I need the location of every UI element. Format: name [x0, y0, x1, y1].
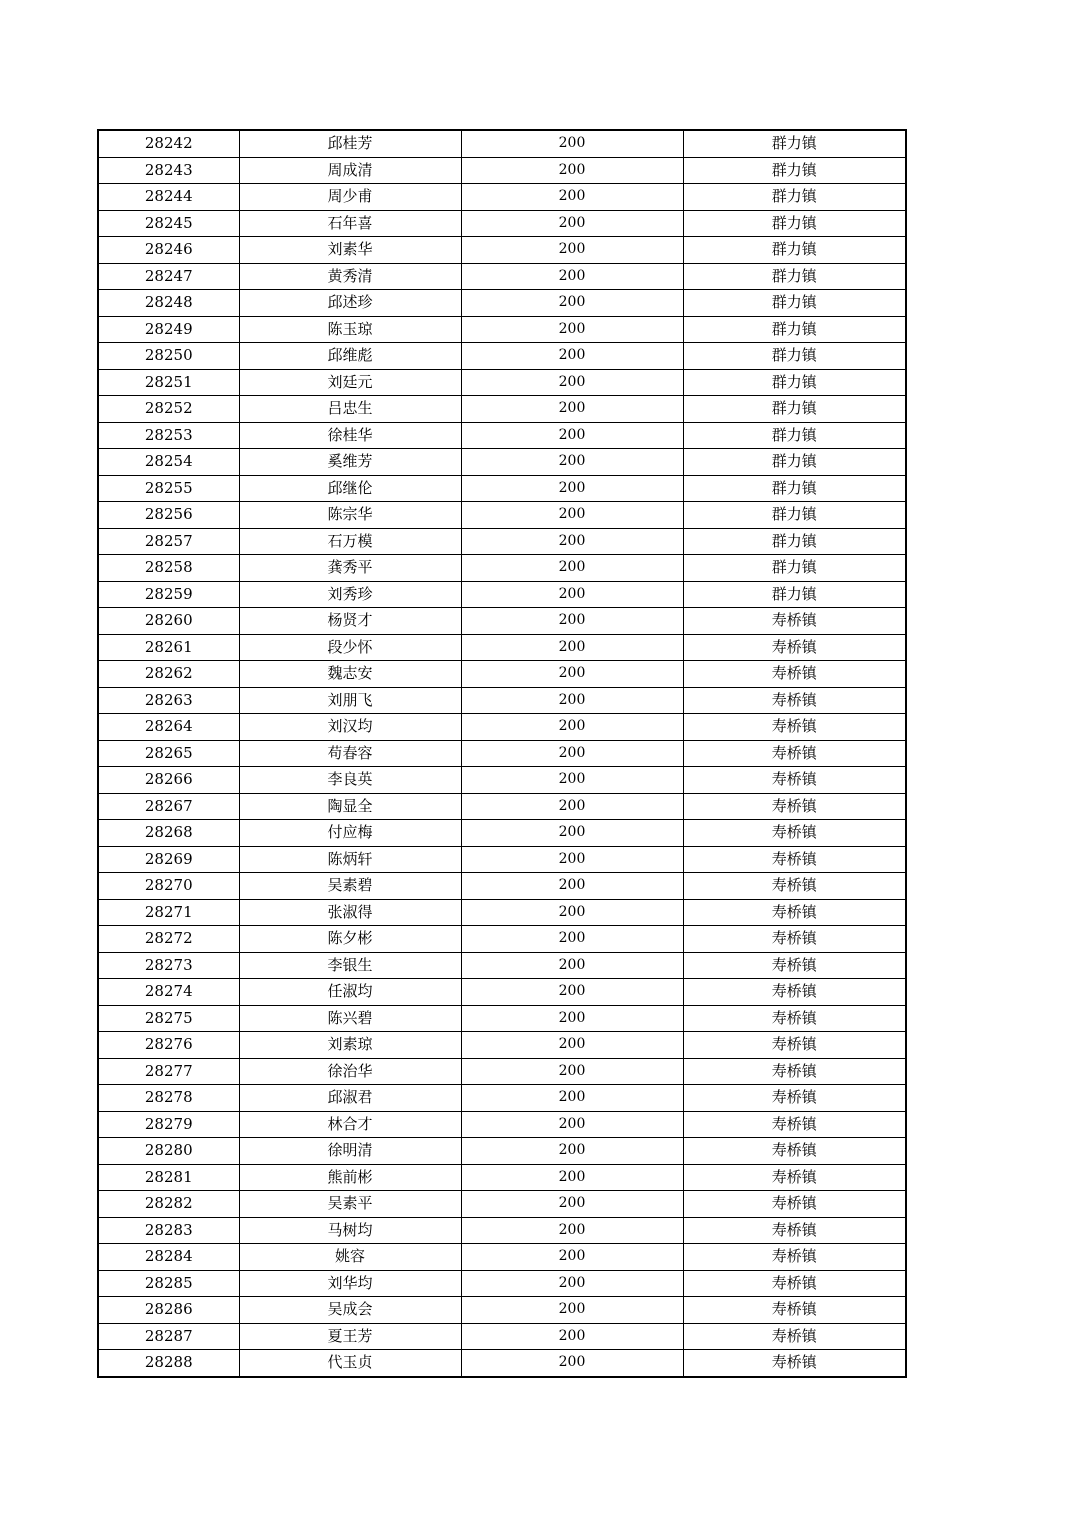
name-cell: 陈兴碧 [239, 1005, 461, 1032]
name-cell: 姚容 [239, 1244, 461, 1271]
table-row [98, 263, 906, 290]
town-cell: 寿桥镇 [683, 899, 906, 926]
name-cell: 张淑得 [239, 899, 461, 926]
amount-cell: 200 [461, 581, 683, 608]
town-cell: 寿桥镇 [683, 714, 906, 741]
amount-cell: 200 [461, 1270, 683, 1297]
id-cell: 28265 [98, 740, 239, 767]
table-row [98, 687, 906, 714]
id-cell: 28246 [98, 237, 239, 264]
town-cell: 寿桥镇 [683, 608, 906, 635]
town-cell: 寿桥镇 [683, 979, 906, 1006]
table-row [98, 1217, 906, 1244]
table-row [98, 502, 906, 529]
id-cell: 28263 [98, 687, 239, 714]
town-cell: 寿桥镇 [683, 1085, 906, 1112]
name-cell: 石万模 [239, 528, 461, 555]
id-cell: 28283 [98, 1217, 239, 1244]
town-cell: 寿桥镇 [683, 1005, 906, 1032]
id-cell: 28243 [98, 157, 239, 184]
id-cell: 28260 [98, 608, 239, 635]
name-cell: 苟春容 [239, 740, 461, 767]
id-cell: 28247 [98, 263, 239, 290]
name-cell: 吴成会 [239, 1297, 461, 1324]
amount-cell: 200 [461, 1217, 683, 1244]
table-row [98, 767, 906, 794]
town-cell: 寿桥镇 [683, 1244, 906, 1271]
id-cell: 28253 [98, 422, 239, 449]
table-row [98, 846, 906, 873]
amount-cell: 200 [461, 793, 683, 820]
name-cell: 刘素琼 [239, 1032, 461, 1059]
amount-cell: 200 [461, 184, 683, 211]
table-row [98, 661, 906, 688]
id-cell: 28250 [98, 343, 239, 370]
id-cell: 28285 [98, 1270, 239, 1297]
table-row [98, 1032, 906, 1059]
amount-cell: 200 [461, 1138, 683, 1165]
id-cell: 28258 [98, 555, 239, 582]
id-cell: 28257 [98, 528, 239, 555]
amount-cell: 200 [461, 1032, 683, 1059]
amount-cell: 200 [461, 130, 683, 157]
name-cell: 刘秀珍 [239, 581, 461, 608]
id-cell: 28266 [98, 767, 239, 794]
table-row [98, 873, 906, 900]
name-cell: 陈宗华 [239, 502, 461, 529]
amount-cell: 200 [461, 1323, 683, 1350]
town-cell: 寿桥镇 [683, 1350, 906, 1377]
town-cell: 群力镇 [683, 449, 906, 476]
id-cell: 28252 [98, 396, 239, 423]
table-row [98, 1350, 906, 1377]
name-cell: 徐桂华 [239, 422, 461, 449]
town-cell: 寿桥镇 [683, 846, 906, 873]
town-cell: 群力镇 [683, 396, 906, 423]
town-cell: 寿桥镇 [683, 1217, 906, 1244]
amount-cell: 200 [461, 661, 683, 688]
table-row [98, 634, 906, 661]
id-cell: 28245 [98, 210, 239, 237]
name-cell: 吴素碧 [239, 873, 461, 900]
amount-cell: 200 [461, 555, 683, 582]
id-cell: 28261 [98, 634, 239, 661]
id-cell: 28282 [98, 1191, 239, 1218]
amount-cell: 200 [461, 714, 683, 741]
town-cell: 寿桥镇 [683, 767, 906, 794]
amount-cell: 200 [461, 820, 683, 847]
id-cell: 28244 [98, 184, 239, 211]
name-cell: 任淑均 [239, 979, 461, 1006]
id-cell: 28255 [98, 475, 239, 502]
name-cell: 刘汉均 [239, 714, 461, 741]
id-cell: 28276 [98, 1032, 239, 1059]
id-cell: 28272 [98, 926, 239, 953]
amount-cell: 200 [461, 237, 683, 264]
name-cell: 吴素平 [239, 1191, 461, 1218]
table-row [98, 1297, 906, 1324]
amount-cell: 200 [461, 210, 683, 237]
name-cell: 吕忠生 [239, 396, 461, 423]
id-cell: 28242 [98, 130, 239, 157]
amount-cell: 200 [461, 634, 683, 661]
table-row [98, 979, 906, 1006]
table-row [98, 184, 906, 211]
name-cell: 刘素华 [239, 237, 461, 264]
town-cell: 群力镇 [683, 130, 906, 157]
town-cell: 寿桥镇 [683, 1191, 906, 1218]
name-cell: 周少甫 [239, 184, 461, 211]
table-row [98, 555, 906, 582]
table-row [98, 820, 906, 847]
town-cell: 群力镇 [683, 528, 906, 555]
id-cell: 28248 [98, 290, 239, 317]
town-cell: 寿桥镇 [683, 1032, 906, 1059]
amount-cell: 200 [461, 263, 683, 290]
amount-cell: 200 [461, 396, 683, 423]
name-cell: 熊前彬 [239, 1164, 461, 1191]
amount-cell: 200 [461, 316, 683, 343]
name-cell: 刘华均 [239, 1270, 461, 1297]
name-cell: 邱桂芳 [239, 130, 461, 157]
table-row [98, 1058, 906, 1085]
table-row [98, 316, 906, 343]
id-cell: 28254 [98, 449, 239, 476]
table-row [98, 1164, 906, 1191]
table-row [98, 793, 906, 820]
town-cell: 寿桥镇 [683, 1323, 906, 1350]
table-row [98, 926, 906, 953]
amount-cell: 200 [461, 979, 683, 1006]
town-cell: 群力镇 [683, 343, 906, 370]
name-cell: 徐明清 [239, 1138, 461, 1165]
table-row [98, 1138, 906, 1165]
town-cell: 寿桥镇 [683, 1270, 906, 1297]
name-cell: 魏志安 [239, 661, 461, 688]
table-row [98, 1085, 906, 1112]
id-cell: 28267 [98, 793, 239, 820]
table-row [98, 396, 906, 423]
name-cell: 邱继伦 [239, 475, 461, 502]
data-table [97, 129, 907, 1378]
amount-cell: 200 [461, 1111, 683, 1138]
name-cell: 徐治华 [239, 1058, 461, 1085]
amount-cell: 200 [461, 422, 683, 449]
table-row [98, 343, 906, 370]
table-row [98, 1191, 906, 1218]
town-cell: 群力镇 [683, 184, 906, 211]
id-cell: 28256 [98, 502, 239, 529]
id-cell: 28288 [98, 1350, 239, 1377]
id-cell: 28277 [98, 1058, 239, 1085]
table-row [98, 528, 906, 555]
amount-cell: 200 [461, 767, 683, 794]
name-cell: 代玉贞 [239, 1350, 461, 1377]
amount-cell: 200 [461, 1191, 683, 1218]
table-row [98, 1270, 906, 1297]
name-cell: 陈夕彬 [239, 926, 461, 953]
table-body [98, 130, 906, 1377]
amount-cell: 200 [461, 1297, 683, 1324]
name-cell: 邱维彪 [239, 343, 461, 370]
town-cell: 群力镇 [683, 210, 906, 237]
name-cell: 李良英 [239, 767, 461, 794]
amount-cell: 200 [461, 873, 683, 900]
amount-cell: 200 [461, 1058, 683, 1085]
name-cell: 陶显全 [239, 793, 461, 820]
town-cell: 寿桥镇 [683, 1111, 906, 1138]
table-row [98, 237, 906, 264]
town-cell: 寿桥镇 [683, 661, 906, 688]
table-row [98, 1244, 906, 1271]
town-cell: 寿桥镇 [683, 926, 906, 953]
id-cell: 28269 [98, 846, 239, 873]
name-cell: 刘廷元 [239, 369, 461, 396]
amount-cell: 200 [461, 528, 683, 555]
town-cell: 群力镇 [683, 157, 906, 184]
table-row [98, 714, 906, 741]
id-cell: 28278 [98, 1085, 239, 1112]
amount-cell: 200 [461, 687, 683, 714]
amount-cell: 200 [461, 740, 683, 767]
table-row [98, 290, 906, 317]
table-row [98, 740, 906, 767]
amount-cell: 200 [461, 475, 683, 502]
name-cell: 杨贤才 [239, 608, 461, 635]
id-cell: 28273 [98, 952, 239, 979]
amount-cell: 200 [461, 846, 683, 873]
town-cell: 群力镇 [683, 502, 906, 529]
amount-cell: 200 [461, 1244, 683, 1271]
table-row [98, 581, 906, 608]
table-row [98, 449, 906, 476]
town-cell: 寿桥镇 [683, 1164, 906, 1191]
town-cell: 群力镇 [683, 422, 906, 449]
table-row [98, 1323, 906, 1350]
id-cell: 28286 [98, 1297, 239, 1324]
amount-cell: 200 [461, 608, 683, 635]
id-cell: 28287 [98, 1323, 239, 1350]
id-cell: 28274 [98, 979, 239, 1006]
amount-cell: 200 [461, 1350, 683, 1377]
table-row [98, 1111, 906, 1138]
name-cell: 龚秀平 [239, 555, 461, 582]
table-row [98, 899, 906, 926]
name-cell: 奚维芳 [239, 449, 461, 476]
town-cell: 群力镇 [683, 369, 906, 396]
table-row [98, 1005, 906, 1032]
town-cell: 群力镇 [683, 555, 906, 582]
town-cell: 群力镇 [683, 263, 906, 290]
town-cell: 寿桥镇 [683, 873, 906, 900]
amount-cell: 200 [461, 1005, 683, 1032]
town-cell: 寿桥镇 [683, 1297, 906, 1324]
town-cell: 寿桥镇 [683, 952, 906, 979]
name-cell: 黄秀清 [239, 263, 461, 290]
id-cell: 28262 [98, 661, 239, 688]
id-cell: 28259 [98, 581, 239, 608]
town-cell: 群力镇 [683, 290, 906, 317]
id-cell: 28249 [98, 316, 239, 343]
amount-cell: 200 [461, 369, 683, 396]
name-cell: 陈炳轩 [239, 846, 461, 873]
amount-cell: 200 [461, 157, 683, 184]
town-cell: 寿桥镇 [683, 820, 906, 847]
name-cell: 段少怀 [239, 634, 461, 661]
name-cell: 邱淑君 [239, 1085, 461, 1112]
name-cell: 陈玉琼 [239, 316, 461, 343]
town-cell: 寿桥镇 [683, 793, 906, 820]
id-cell: 28271 [98, 899, 239, 926]
name-cell: 李银生 [239, 952, 461, 979]
town-cell: 群力镇 [683, 316, 906, 343]
id-cell: 28275 [98, 1005, 239, 1032]
table-row [98, 952, 906, 979]
town-cell: 群力镇 [683, 581, 906, 608]
amount-cell: 200 [461, 952, 683, 979]
town-cell: 群力镇 [683, 475, 906, 502]
id-cell: 28251 [98, 369, 239, 396]
name-cell: 林合才 [239, 1111, 461, 1138]
id-cell: 28279 [98, 1111, 239, 1138]
amount-cell: 200 [461, 449, 683, 476]
id-cell: 28270 [98, 873, 239, 900]
table-row [98, 210, 906, 237]
table-row [98, 422, 906, 449]
id-cell: 28281 [98, 1164, 239, 1191]
town-cell: 寿桥镇 [683, 634, 906, 661]
id-cell: 28268 [98, 820, 239, 847]
amount-cell: 200 [461, 502, 683, 529]
table-row [98, 157, 906, 184]
town-cell: 寿桥镇 [683, 740, 906, 767]
amount-cell: 200 [461, 290, 683, 317]
town-cell: 群力镇 [683, 237, 906, 264]
amount-cell: 200 [461, 899, 683, 926]
town-cell: 寿桥镇 [683, 1138, 906, 1165]
name-cell: 夏王芳 [239, 1323, 461, 1350]
town-cell: 寿桥镇 [683, 1058, 906, 1085]
name-cell: 付应梅 [239, 820, 461, 847]
town-cell: 寿桥镇 [683, 687, 906, 714]
amount-cell: 200 [461, 343, 683, 370]
id-cell: 28284 [98, 1244, 239, 1271]
table-row [98, 369, 906, 396]
name-cell: 刘朋飞 [239, 687, 461, 714]
table-row [98, 475, 906, 502]
amount-cell: 200 [461, 1164, 683, 1191]
name-cell: 邱述珍 [239, 290, 461, 317]
name-cell: 周成清 [239, 157, 461, 184]
name-cell: 石年喜 [239, 210, 461, 237]
name-cell: 马树均 [239, 1217, 461, 1244]
id-cell: 28280 [98, 1138, 239, 1165]
table-row [98, 130, 906, 157]
id-cell: 28264 [98, 714, 239, 741]
amount-cell: 200 [461, 1085, 683, 1112]
amount-cell: 200 [461, 926, 683, 953]
table-row [98, 608, 906, 635]
